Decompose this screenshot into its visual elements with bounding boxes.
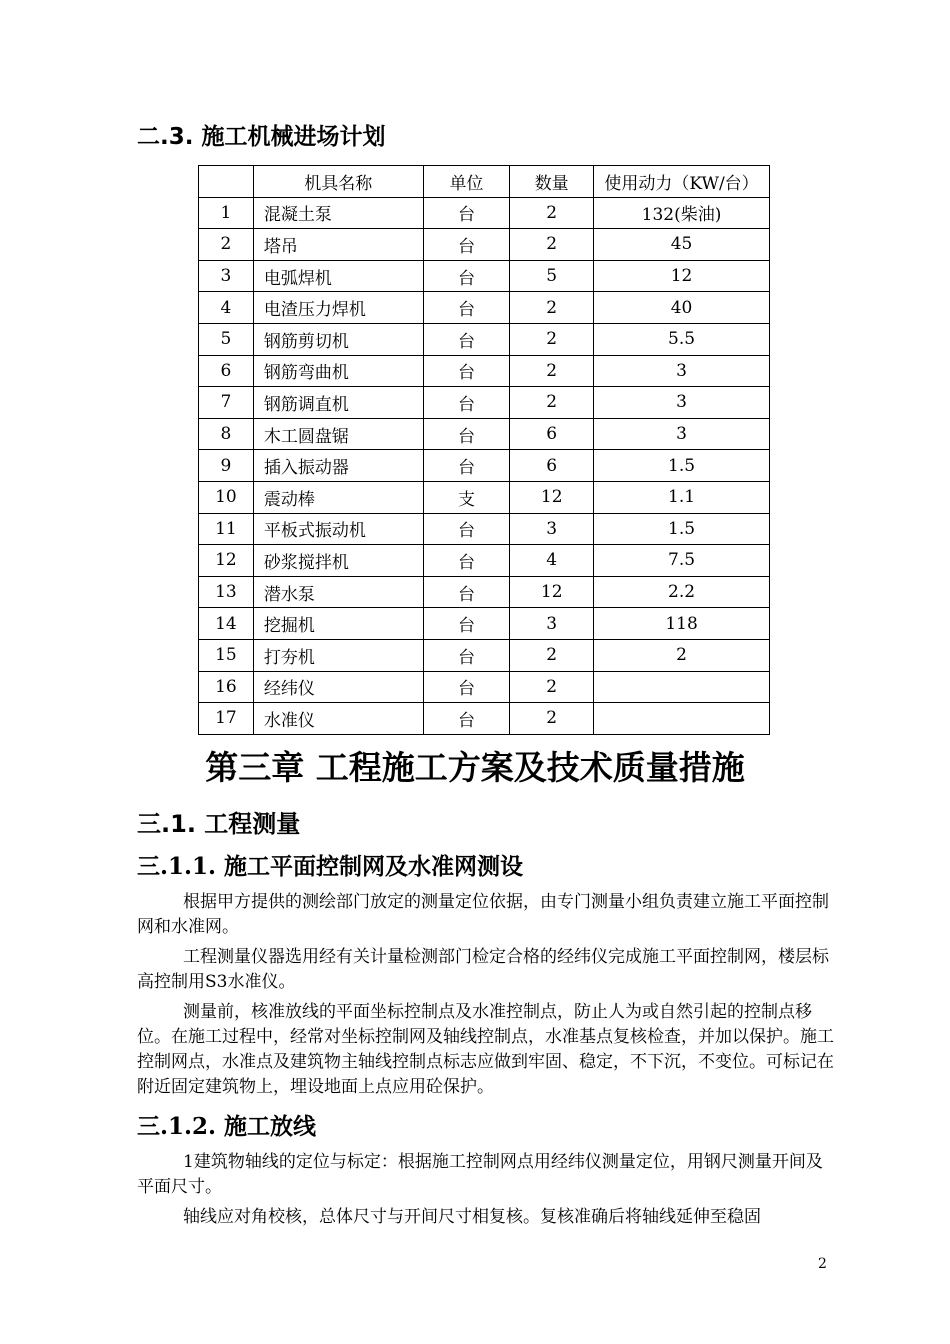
- cell-unit: 台: [423, 292, 510, 324]
- paragraph: 1建筑物轴线的定位与标定：根据施工控制网点用经纬仪测量定位，用钢尺测量开间及平面尺寸。: [137, 1152, 823, 1197]
- cell-machine-name: 塔吊: [253, 229, 423, 261]
- table-row: [199, 292, 770, 324]
- cell-quantity: 4: [510, 545, 594, 577]
- cell-machine-name: 挖掘机: [253, 608, 423, 640]
- cell-quantity: 2: [510, 229, 594, 261]
- section-heading-2-3: 二.3. 施工机械进场计划: [137, 124, 386, 150]
- cell-row-index: 15: [199, 639, 254, 671]
- section-heading-3-1-2: 三.1.2. 施工放线: [137, 1113, 317, 1140]
- table-row: [199, 639, 770, 671]
- cell-power: 1.1: [594, 481, 770, 513]
- paragraph: 轴线应对角校核，总体尺寸与开间尺寸相复核。复核准确后将轴线延伸至稳固: [183, 1207, 761, 1227]
- table-row: [199, 387, 770, 419]
- cell-row-index: 12: [199, 545, 254, 577]
- table-row: [199, 608, 770, 640]
- cell-quantity: 12: [510, 576, 594, 608]
- cell-machine-name: 插入振动器: [253, 450, 423, 482]
- cell-quantity: 2: [510, 197, 594, 229]
- cell-row-index: 1: [199, 197, 254, 229]
- paragraph: 根据甲方提供的测绘部门放定的测量定位依据，由专门测量小组负责建立施工平面控制网和水准网。: [137, 892, 829, 937]
- cell-machine-name: 电渣压力焊机: [253, 292, 423, 324]
- cell-machine-name: 平板式振动机: [253, 513, 423, 545]
- paragraph: 工程测量仪器选用经有关计量检测部门检定合格的经纬仪完成施工平面控制网，楼层标高控制用S3水准仪。: [137, 947, 829, 992]
- cell-machine-name: 钢筋调直机: [253, 387, 423, 419]
- cell-unit: 台: [423, 197, 510, 229]
- header-quantity: 数量: [510, 166, 594, 198]
- cell-machine-name: 震动棒: [253, 481, 423, 513]
- table-row: [199, 545, 770, 577]
- cell-power: 7.5: [594, 545, 770, 577]
- cell-machine-name: 潜水泵: [253, 576, 423, 608]
- cell-row-index: 17: [199, 703, 254, 735]
- table-row: [199, 671, 770, 703]
- cell-power: 2: [594, 639, 770, 671]
- cell-power: 118: [594, 608, 770, 640]
- cell-power: 3: [594, 355, 770, 387]
- cell-machine-name: 钢筋弯曲机: [253, 355, 423, 387]
- table-row: [199, 323, 770, 355]
- table-row: [199, 576, 770, 608]
- section-heading-3-1-1: 三.1.1. 施工平面控制网及水准网测设: [137, 853, 524, 880]
- cell-row-index: 2: [199, 229, 254, 261]
- section-heading-3-1: 三.1. 工程测量: [137, 810, 301, 838]
- cell-unit: 台: [423, 229, 510, 261]
- cell-row-index: 7: [199, 387, 254, 419]
- cell-row-index: 6: [199, 355, 254, 387]
- chapter-title: 第三章 工程施工方案及技术质量措施: [205, 748, 745, 787]
- cell-unit: 台: [423, 418, 510, 450]
- cell-row-index: 16: [199, 671, 254, 703]
- cell-quantity: 2: [510, 671, 594, 703]
- cell-unit: 台: [423, 545, 510, 577]
- cell-machine-name: 木工圆盘锯: [253, 418, 423, 450]
- cell-unit: 支: [423, 481, 510, 513]
- table-row: [199, 418, 770, 450]
- cell-quantity: 5: [510, 260, 594, 292]
- cell-machine-name: 经纬仪: [253, 671, 423, 703]
- cell-quantity: 12: [510, 481, 594, 513]
- cell-row-index: 9: [199, 450, 254, 482]
- cell-power: 12: [594, 260, 770, 292]
- cell-unit: 台: [423, 608, 510, 640]
- cell-power: 1.5: [594, 513, 770, 545]
- cell-power: 5.5: [594, 323, 770, 355]
- cell-unit: 台: [423, 387, 510, 419]
- header-unit: 单位: [423, 166, 510, 198]
- table-row: [199, 197, 770, 229]
- cell-row-index: 8: [199, 418, 254, 450]
- cell-quantity: 2: [510, 355, 594, 387]
- cell-unit: 台: [423, 671, 510, 703]
- cell-row-index: 13: [199, 576, 254, 608]
- cell-row-index: 10: [199, 481, 254, 513]
- cell-quantity: 2: [510, 387, 594, 419]
- machinery-table-body: [199, 197, 770, 734]
- cell-power: 132(柴油): [594, 197, 770, 229]
- cell-row-index: 11: [199, 513, 254, 545]
- cell-power: [594, 671, 770, 703]
- header-power: 使用动力（KW/台）: [594, 166, 770, 198]
- cell-unit: 台: [423, 576, 510, 608]
- cell-row-index: 3: [199, 260, 254, 292]
- header-index: [199, 166, 254, 198]
- cell-unit: 台: [423, 355, 510, 387]
- cell-quantity: 2: [510, 703, 594, 735]
- cell-row-index: 5: [199, 323, 254, 355]
- table-row: [199, 703, 770, 735]
- cell-machine-name: 钢筋剪切机: [253, 323, 423, 355]
- cell-quantity: 6: [510, 450, 594, 482]
- cell-machine-name: 电弧焊机: [253, 260, 423, 292]
- cell-unit: 台: [423, 513, 510, 545]
- cell-machine-name: 打夯机: [253, 639, 423, 671]
- cell-quantity: 3: [510, 513, 594, 545]
- paragraph: 测量前，核准放线的平面坐标控制点及水准控制点，防止人为或自然引起的控制点移位。在施工过程中，经常对坐标控制网及轴线控制点，水准基点复核检查，并加以保护。施工控制网点，水准点及建筑物主轴线控制点标志应做到牢固、稳定，不下沉，不变位。可标记在附近固定建筑物上，埋设地面上点应用砼保护。: [137, 1002, 834, 1097]
- page-number: 2: [818, 1256, 827, 1272]
- cell-power: 3: [594, 418, 770, 450]
- cell-unit: 台: [423, 639, 510, 671]
- cell-power: 40: [594, 292, 770, 324]
- table-row: [199, 450, 770, 482]
- cell-machine-name: 混凝土泵: [253, 197, 423, 229]
- cell-quantity: 2: [510, 639, 594, 671]
- table-row: [199, 513, 770, 545]
- cell-unit: 台: [423, 703, 510, 735]
- cell-unit: 台: [423, 260, 510, 292]
- cell-quantity: 3: [510, 608, 594, 640]
- cell-quantity: 6: [510, 418, 594, 450]
- header-machine-name: 机具名称: [253, 166, 423, 198]
- cell-power: [594, 703, 770, 735]
- cell-unit: 台: [423, 323, 510, 355]
- cell-quantity: 2: [510, 323, 594, 355]
- cell-machine-name: 水准仪: [253, 703, 423, 735]
- cell-power: 1.5: [594, 450, 770, 482]
- cell-power: 45: [594, 229, 770, 261]
- table-row: [199, 260, 770, 292]
- table-row: [199, 481, 770, 513]
- cell-machine-name: 砂浆搅拌机: [253, 545, 423, 577]
- machinery-table: [198, 165, 770, 735]
- table-row: [199, 355, 770, 387]
- table-header-row: [199, 166, 770, 198]
- cell-power: 2.2: [594, 576, 770, 608]
- cell-unit: 台: [423, 450, 510, 482]
- table-row: [199, 229, 770, 261]
- cell-row-index: 4: [199, 292, 254, 324]
- cell-row-index: 14: [199, 608, 254, 640]
- cell-power: 3: [594, 387, 770, 419]
- cell-quantity: 2: [510, 292, 594, 324]
